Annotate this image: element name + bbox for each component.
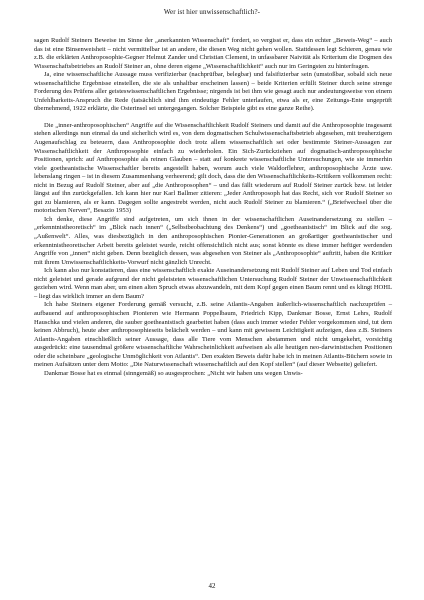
paragraph: Ich kann also nur konstatieren, dass eine wissenschaftlich exakte Auseinandersetzung mit Rudolf Steiner auf Leben und Tod einfach nicht geleistet und gerade aufgrund der nicht geleisteten wissenschaftlichen Untersuchung Rudolf Steiner der Unwissenschaftlichkeit geziehen wird. Wenn man aber, um einen alten Spruch etwas abzuwandeln, mit dem Kopf gegen einen Baum rennt und es klingt HOHL – liegt das wirklich immer an dem Baum? bbox=[34, 267, 392, 300]
running-header: Wer ist hier unwissenschaftlich?- bbox=[163, 8, 261, 16]
page-number: 42 bbox=[208, 582, 216, 590]
paragraph: Dankmar Bosse hat es einmal (sinngemäß) so ausgesprochen: „Nicht wir haben uns wegen Unwis- bbox=[44, 369, 303, 377]
paragraph: sagen Rudolf Steiners Beweise im Sinne der „anerkannten Wissenschaft“ fordert, so vergisst er, dass ein echter „Beweis-Weg“ – auch das ist eine Binsenweisheit – nicht vermittelbar ist an andere, die diesen Weg nicht gehen wollen. Stattdessen legt Schieren, genau wie z.B. die erklärten Anthroposophie-Gegner Helmut Zander und Christian Clement, in unfassbarer Naivität als Kriterium die Dogmen des Wissenschaftsbetriebes an Rudolf Steiner an, ohne deren eigene „Wissenschaftlichkeit“ auch nur im Geringsten zu hinterfragen. bbox=[34, 37, 392, 70]
paragraph: Ich habe Steiners eigener Forderung gemäß versucht, z.B. seine Atlantis-Angaben äußerlich-wissenschaftlich nachzuprüfen – aufbauend auf anthroposophischen Pionieren wie Hermann Poppelbaum, Friedrich Kipp, Dankmar Bosse, Ernst Lehrs, Rudolf Hauschka und vielen anderen, die sauber goetheanistisch gearbeitet haben (dass auch immer wieder Fehler vorgekommen sind, tut dem keinen Abbruch), heute aber anthroposophieseits belächelt werden – und kann mit gewissem Leichtigkeit aufzeigen, dass z.B. Steiners Atlantis-Angaben einschließlich seiner Aussage, dass alle Tiere vom Menschen abstammen und nicht umgekehrt, vorsichtig ausgedrückt: eine tausendmal größere wissenschaftliche Wahrscheinlichkeit aufweisen als alle heutigen neo-darwinistischen Positionen oder die scheinbare „geologische Unmöglichkeit von Atlantis“. Den exakten Beweis dafür habe ich in meinen Atlantis-Büchern sowie in meinen Aufsätzen unter dem Motto: „Die Naturwissenschaft wissenschaftlich auf den Kopf stellen“ (auf dieser Webseite) geliefert. bbox=[34, 301, 392, 369]
paragraph: Ich denke, diese Angriffe sind aufgetreten, um sich ihnen in der wissenschaftlichen Auseinandersetzung zu stellen – „erkenntnistheoretisch“ im „Blick nach innen“ („Selbstbeobachtung des Denkens“) und „goetheanistisch“ im Blick auf die sog. „Außenwelt“. Alles, was diesbezüglich in den anthroposophischen Pionier-Generationen an großartiger goetheanistischer und erkenntnistheoretischer Arbeit bereits geleistet wurde, reicht offensichtlich nicht aus; sonst könnte es diese immer heftiger werdenden Angriffe von „innen“ nicht geben. Denn bezüglich dessen, was abgesehen von Steiner als „Anthroposophie“ auftritt, haben die Kritiker mit ihrem Unwissenschaftlichkeits-Vorwurf nicht gänzlich Unrecht. bbox=[34, 215, 392, 266]
paragraph: Die „inner-anthroposophischen“ Angriffe auf die Wissenschaftlichkeit Rudolf Steiners und damit auf die Anthroposophie insgesamt stehen allerdings nun einmal da und sicherlich wird es, von dem dogmatischen Schulwissenschaftsbetrieb abgesehen, mit treuherzigem Augenaufschlag zu beteuern, dass Anthroposophie doch trotz allem wissenschaftlich sei oder bestimmte Steiner-Aussagen zur Wissenschaftlichkeit der Anthroposophie einfach zu wiederholen. Ein Sich-Zurückziehen auf dogmatisch-anthroposophische Positionen, sprich: auf Anthroposophie als reinen Glauben – statt auf konkrete wissenschaftliche Untersuchungen, wie sie immerhin viele goetheanistische Wissenschaftler bereits angestellt haben, worum auch viele Waldorflehrer, anthroposophische Ärzte usw. lebenslang ringen – ist in diesem Zusammenhang verheerend; gilt doch, dass die den Wissenschaftlichkeits-Kritikern vollkommen recht: nicht in Bezug auf Rudolf Steiner, aber auf „die Anthroposophen“ – und das fällt wiederum auf Rudolf Steiner zurück bzw. ist leider längst auf ihn zurückgefallen. Ich kann hier nur Karl Ballmer zitieren: „Jeder Anthroposoph hat das Recht, sich vor Rudolf Steiner so gut zu blamieren, als er kann. Dagegen sollte angestrebt werden, nicht auch Rudolf Steiner zu blamieren.“ („Briefwechsel über die motorischen Nerven“, Besazio 1953) bbox=[34, 121, 392, 215]
paragraph: Ja, eine wissenschaftliche Aussage muss verifizierbar (nachprüfbar, belegbar) und falsifizierbar sein (umstoßbar, sobald sich neue wissenschaftliche Ergebnisse einstellen, die sie als unhaltbar erscheinen lassen) – beide Kriterien erfüllt Steiner durch seine strenge Forderung des Prüfens aller geisteswissenschaftlichen Ergebnisse; nirgends ist bei ihm wie gesagt auch nur andeutungsweise von einem Unfehlbarkeits-Anspruch die Rede (tatsächlich sind ihm eindeutige Fehler unterlaufen, etwa als er, eine Zeitungs-Ente ungeprüft übernehmend, 1922 erklärte, die Osterinsel sei untergegangen. Solcher Beispiele gibt es eine ganze Reihe). bbox=[34, 71, 392, 113]
body-text bbox=[34, 37, 392, 378]
